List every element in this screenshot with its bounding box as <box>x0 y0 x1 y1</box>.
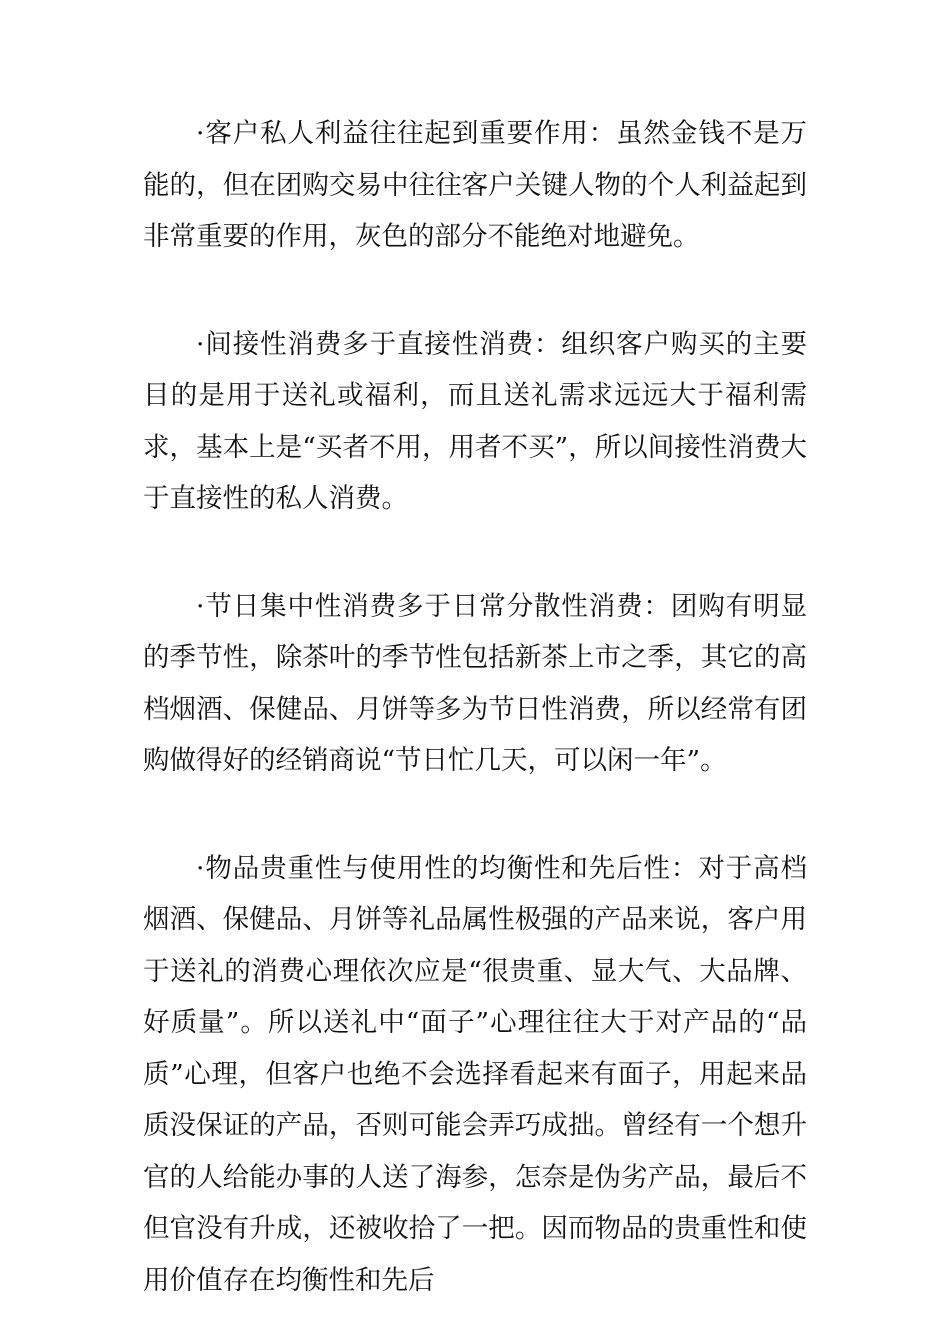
paragraph-holiday-consumption: ·节日集中性消费多于日常分散性消费：团购有明显的季节性，除茶叶的季节性包括新茶上市之季，其它的高档烟酒、保健品、月饼等多为节日性消费，所以经常有团购做得好的经销商说“节日忙几天，可以闲一年”。 <box>143 590 807 776</box>
document-body <box>143 108 807 1306</box>
paragraph-private-interest: ·客户私人利益往往起到重要作用：虽然金钱不是万能的，但在团购交易中往往客户关键人物的个人利益起到非常重要的作用，灰色的部分不能绝对地避免。 <box>143 118 807 252</box>
paragraph-value-and-usability: ·物品贵重性与使用性的均衡性和先后性：对于高档烟酒、保健品、月饼等礼品属性极强的产品来说，客户用于送礼的消费心理依次应是“很贵重、显大气、大品牌、好质量”。所以送礼中“面子”心理往往大于对产品的“品质”心理，但客户也绝不会选择看起来有面子，用起来品质没保证的产品，否则可能会弄巧成拙。曾经有一个想升官的人给能办事的人送了海参，怎奈是伪劣产品，最后不但官没有升成，还被收拾了一把。因而物品的贵重性和使用价值存在均衡性和先后 <box>143 852 807 1296</box>
paragraph-indirect-consumption: ·间接性消费多于直接性消费：组织客户购买的主要目的是用于送礼或福利，而且送礼需求远远大于福利需求，基本上是“买者不用，用者不买”，所以间接性消费大于直接性的私人消费。 <box>143 328 807 514</box>
